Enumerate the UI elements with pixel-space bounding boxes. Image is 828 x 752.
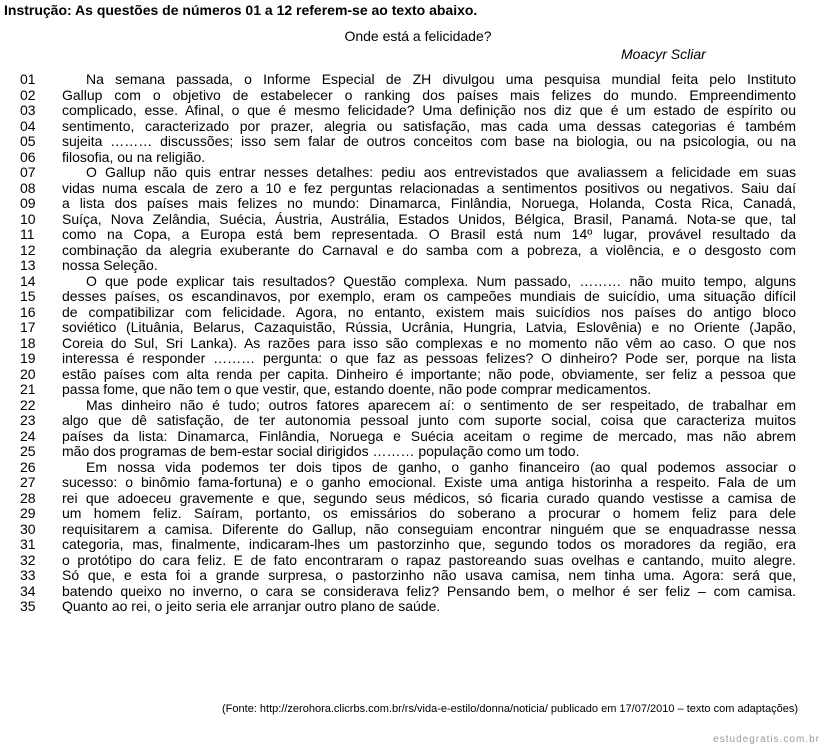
line-text: interessa é responder ……… pergunta: o que faz as pessoas felizes? O dinheiro? Pode ser, porque na lista [62,351,796,366]
line-text: de compatibilizar com felicidade. Agora, no entanto, existem mais suicídios nos países do antigo bloco [62,304,796,320]
text-line [0,429,828,445]
line-text: filosofia, ou na religião. [62,149,206,165]
text-line [0,460,828,476]
text-line [0,196,828,212]
text-line [0,444,828,460]
line-text: O que pode explicar tais resultados? Questão complexa. Num passado, ……… não muito tempo, alguns [86,273,796,289]
text-title: Onde está a felicidade? [344,28,492,44]
line-text: estão países com alta renda per capita. Dinheiro é importante; não pode, obviamente, ser feliz a pessoa que [62,366,796,382]
line-text: batendo queixo no inverno, o cara se considerava feliz? Pensando bem, o melhor é ser feliz – com camisa. [62,583,796,599]
line-number: 22 [20,396,36,413]
line-number: 17 [20,319,36,335]
line-text: Quanto ao rei, o jeito seria ele arranjar outro plano de saúde. [62,599,441,614]
line-number: 03 [20,102,36,118]
line-text: a lista dos países mais felizes no mundo: Dinamarca, Finlândia, Noruega, Holanda, Costa Rica, Canadá, [62,196,796,211]
text-line [0,382,828,398]
text-line [0,165,828,181]
line-text: sucesso: o binômio fama-fortuna) e o ganho emocional. Existe uma antiga historinha a respeito. Fala de um [62,475,796,490]
line-number: 08 [20,179,36,196]
line-number: 33 [20,567,36,583]
text-line [0,320,828,336]
text-line [0,88,828,104]
line-number: 02 [20,86,36,103]
text-line [0,289,828,305]
line-text: requisitarem a camisa. Diferente do Gallup, não conseguiam encontrar ninguém que se enquadrasse nessa [62,521,796,537]
watermark: estudegratis.com.br [713,734,820,745]
line-number: 29 [20,505,36,521]
line-text: sentimento, caracterizado por prazer, alegria ou satisfação, mas cada uma dessas categorias é também [62,118,796,134]
line-number: 28 [20,489,36,506]
line-number: 18 [20,334,36,351]
line-number: 24 [20,427,36,444]
line-number: 10 [20,210,36,227]
line-text: algo que dê satisfação, de ter autonomia pessoal junto com suporte social, coisa que caracteriza muitos [62,413,796,428]
line-number: 32 [20,551,36,568]
line-number: 31 [20,536,36,552]
text-line [0,584,828,600]
text-line [0,150,828,166]
line-text: O Gallup não quis entrar nesses detalhes: pediu aos entrevistados que avaliassem a felicidade em suas [86,165,796,180]
text-author: Moacyr Scliar [621,46,706,62]
line-number: 34 [20,582,36,599]
text-line [0,212,828,228]
text-line [0,274,828,290]
line-number: 12 [20,241,36,258]
line-text: países da lista: Dinamarca, Finlândia, Noruega e Suécia aceitam o regime de mercado, mas não abrem [62,428,796,444]
line-text: sujeita ……… discussões; isso sem falar de outros conceitos com base na biologia, ou na psicologia, ou na [62,134,796,149]
text-line [0,258,828,274]
line-text: um homem feliz. Saíram, portanto, os emissários do soberano a procurar o homem feliz para dele [62,506,796,521]
line-number: 30 [20,520,36,537]
line-number: 20 [20,365,36,382]
line-text: Suíça, Nova Zelândia, Suécia, Áustria, Austrália, Estados Unidos, Bélgica, Brasil, Panamá. Nota-se que, tal [62,211,796,227]
line-number: 15 [20,288,36,304]
line-number: 05 [20,133,36,149]
text-line [0,537,828,553]
numbered-text-body [0,72,828,615]
text-line [0,351,828,367]
text-line [0,506,828,522]
line-text: rei que adoeceu gravemente e que, segundo seus médicos, só ficaria curado quando vestisse a camisa de [62,490,796,506]
text-line [0,568,828,584]
text-line [0,491,828,507]
text-line [0,475,828,491]
text-line [0,553,828,569]
line-number: 07 [20,164,36,180]
text-line [0,336,828,352]
line-number: 06 [20,148,36,165]
line-text: o protótipo do cara feliz. E de fato encontraram o rapaz pastoreando suas ovelhas e cantando, muito alegre. [62,552,796,568]
line-number: 27 [20,474,36,490]
line-text: mão dos programas de bem-estar social dirigidos ……… população como um todo. [62,444,580,459]
source-citation: (Fonte: http://zerohora.clicrbs.com.br/rs/vida-e-estilo/donna/noticia/ publicado em 17/07/2010 – texto com adaptações) [222,703,798,715]
line-text: Em nossa vida podemos ter dois tipos de ganho, o ganho financeiro (ao qual podemos associar o [86,459,796,475]
text-line [0,181,828,197]
line-text: vidas numa escala de zero a 10 e fez perguntas relacionadas a sentimentos positivos ou negativos. Saiu daí [62,180,796,196]
text-line [0,227,828,243]
line-text: combinação da alegria exuberante do Carnaval e do samba com a pobreza, a violência, e o desgosto com [62,242,796,258]
line-text: soviético (Lituânia, Belarus, Cazaquistão, Rússia, Ucrânia, Hungria, Latvia, Eslovênia) e no Oriente (Japão, [62,320,796,335]
line-number: 04 [20,117,36,134]
line-text: passa fome, que não tem o que vestir, que, estando doente, não pode comprar medicamentos. [62,382,652,397]
line-text: como na Copa, a Europa está bem representada. O Brasil está num 14º lugar, provável resultado da [62,227,796,242]
line-number: 11 [20,226,35,242]
text-line [0,119,828,135]
line-number: 09 [20,195,36,211]
line-number: 23 [20,412,36,428]
line-text: Gallup com o objetivo de estabelecer o ranking dos países mais felizes do mundo. Empreendimento [62,87,796,103]
line-text: Na semana passada, o Informe Especial de ZH divulgou uma pesquisa mundial feita pelo Instituto [86,72,796,87]
line-text: nossa Seleção. [62,258,158,273]
instruction-heading: Instrução: As questões de números 01 a 12 referem-se ao texto abaixo. [4,2,478,18]
line-number: 01 [20,71,36,87]
line-text: complicado, esse. Afinal, o que é mesmo felicidade? Uma definição nos diz que é um estado de espírito ou [62,103,796,118]
text-line [0,413,828,429]
line-text: Mas dinheiro não é tudo; outros fatores aparecem aí: o sentimento de ser respeitado, de trabalhar em [86,397,796,413]
line-text: Coreia do Sul, Sri Lanka). As razões para isso são complexas e no momento não vêm ao caso. O que nos [62,335,796,351]
text-line [0,103,828,119]
line-number: 14 [20,272,36,289]
line-number: 19 [20,350,36,366]
text-line [0,522,828,538]
line-text: Só que, e esta foi a grande surpresa, o pastorzinho não usava camisa, nem tinha uma. Agora: será que, [62,568,796,583]
line-text: categoria, mas, finalmente, indicaram-lhes um pastorzinho que, segundo todos os moradores da região, era [62,537,796,552]
text-line [0,367,828,383]
text-line [0,305,828,321]
line-number: 16 [20,303,36,320]
line-number: 35 [20,598,36,614]
line-number: 21 [20,381,36,397]
line-number: 13 [20,257,36,273]
text-line [0,243,828,259]
line-number: 25 [20,443,36,459]
text-line [0,599,828,615]
line-number: 26 [20,458,36,475]
text-line [0,398,828,414]
line-text: desses países, os escandinavos, por exemplo, eram os campeões mundiais de suicídio, uma situação difícil [62,289,796,304]
text-line [0,134,828,150]
text-line [0,72,828,88]
